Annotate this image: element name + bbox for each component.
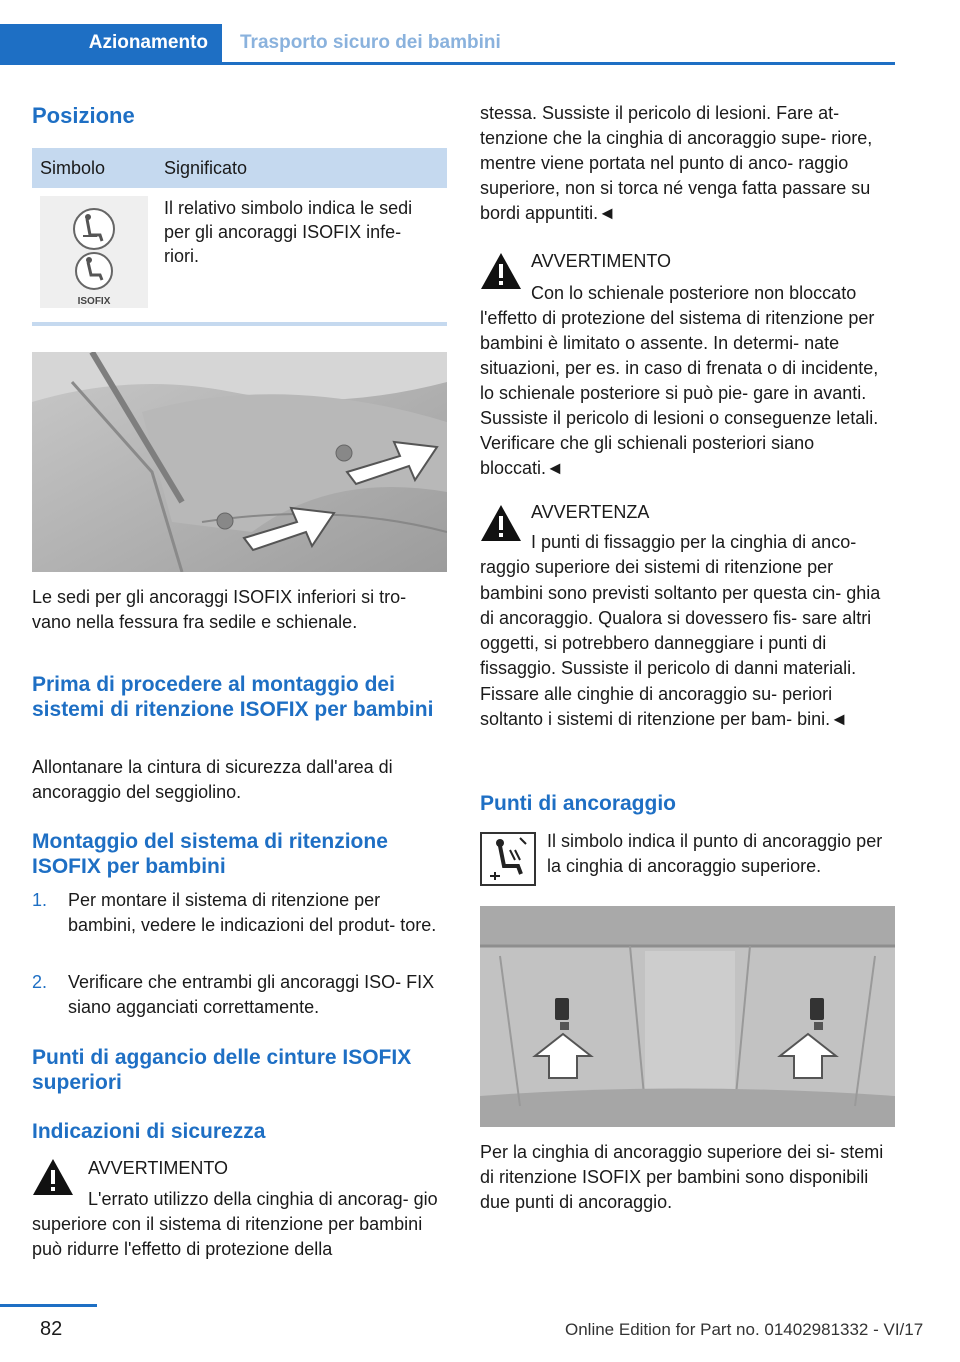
footer-rule: [0, 1304, 97, 1307]
table-bottom-rule: [32, 322, 447, 326]
col-header-meaning: Significato: [156, 148, 447, 188]
heading-mounting: Montaggio del sistema di ritenzione ISOFIX per bambini: [32, 830, 388, 878]
edition-note: Online Edition for Part no. 01402981332 - VI/17: [565, 1320, 924, 1339]
warning3-title: AVVERTENZA: [531, 502, 650, 522]
page-number: 82: [40, 1318, 63, 1340]
section-tab[interactable]: Azionamento: [0, 24, 222, 62]
step-text: Verificare che entrambi gli ancoraggi ISO- FIX siano agganciati correttamente.: [68, 972, 435, 1017]
isofix-symbol-cell: [40, 196, 148, 308]
cargo-area-illustration: [480, 906, 895, 1127]
upper-anchor-photo: [480, 906, 895, 1127]
warning2-title: AVVERTIMENTO: [531, 251, 672, 271]
list-item: [32, 970, 447, 1020]
symbol-table: [32, 148, 447, 316]
isofix-symbol-label: ISOFIX: [77, 296, 111, 307]
heading-anchor-points: Punti di ancoraggio: [480, 792, 677, 815]
step-number: 1.: [32, 890, 48, 910]
heading-before-mounting: Prima di procedere al montaggio dei sistemi di ritenzione ISOFIX per bambini: [32, 673, 434, 721]
seat-illustration: [32, 352, 447, 572]
warning3-text: I punti di fissaggio per la cinghia di anco- raggio superiore dei sistemi di ritenzione per bambini sono previsti soltanto per questa cin- ghia di ancoraggio. Qualora si dovessero fis- sare altri oggetti, si potrebbero danneggiare i punti di fissaggio. Sussiste il pericolo di danni materiali. Fissare alle cinghie di ancoraggio su- periori soltanto i sistemi di ritenzione per bam- bini.◄: [480, 532, 881, 730]
heading-safety: Indicazioni di sicurezza: [32, 1120, 266, 1143]
header-bar: [0, 24, 895, 65]
position-heading: Posizione: [32, 103, 135, 128]
step-number: 2.: [32, 972, 48, 992]
anchor-symbol-icon: [480, 832, 536, 886]
lower-photo-caption: Le sedi per gli ancoraggi ISOFIX inferiori si tro- vano nella fessura fra sedile e schienale.: [32, 587, 407, 632]
warning1-text: L'errato utilizzo della cinghia di ancorag- gio superiore con il sistema di ritenzione per bambini può ridurre l'effetto di protezione della: [32, 1189, 438, 1259]
before-mounting-text: Allontanare la cintura di sicurezza dall'area di ancoraggio del seggiolino.: [32, 757, 393, 802]
warning1-continuation: stessa. Sussiste il pericolo di lesioni. Fare at- tenzione che la cinghia di ancoraggio supe- riore, mentre viene portata nel punto di anco- raggio superiore, non si torca né venga fatta passare su bordi appuntiti.◄: [480, 103, 873, 223]
list-item: [32, 888, 447, 963]
isofix-lower-photo: [32, 352, 447, 572]
col-header-symbol: Simbolo: [32, 148, 156, 188]
chapter-tab[interactable]: Trasporto sicuro dei bambini: [240, 32, 501, 53]
isofix-meaning: Il relativo simbolo indica le sedi per gli ancoraggi ISOFIX infe- riori.: [164, 198, 413, 266]
anchor-symbol-text: Il simbolo indica il punto di ancoraggio per la cinghia di ancoraggio superiore.: [547, 831, 883, 876]
warning2-text: Con lo schienale posteriore non bloccato l'effetto di protezione del sistema di ritenzione per bambini è limitato o assente. In determi- nate situazioni, per es. in caso di frenata o di incidente, lo schienale posteriore si può pie- gare in avanti. Sussiste il pericolo di lesioni o conseguenze letali. Verificare che gli schienali posteriori siano bloccati.◄: [480, 283, 879, 478]
upper-photo-caption: Per la cinghia di ancoraggio superiore dei si- stemi di ritenzione ISOFIX per bambini sono disponibili due punti di ancoraggio.: [480, 1142, 884, 1212]
step-text: Per montare il sistema di ritenzione per bambini, vedere le indicazioni del produt- tore.: [68, 890, 437, 935]
warning1-title: AVVERTIMENTO: [88, 1158, 229, 1178]
heading-upper-anchor: Punti di aggancio delle cinture ISOFIX superiori: [32, 1046, 412, 1094]
